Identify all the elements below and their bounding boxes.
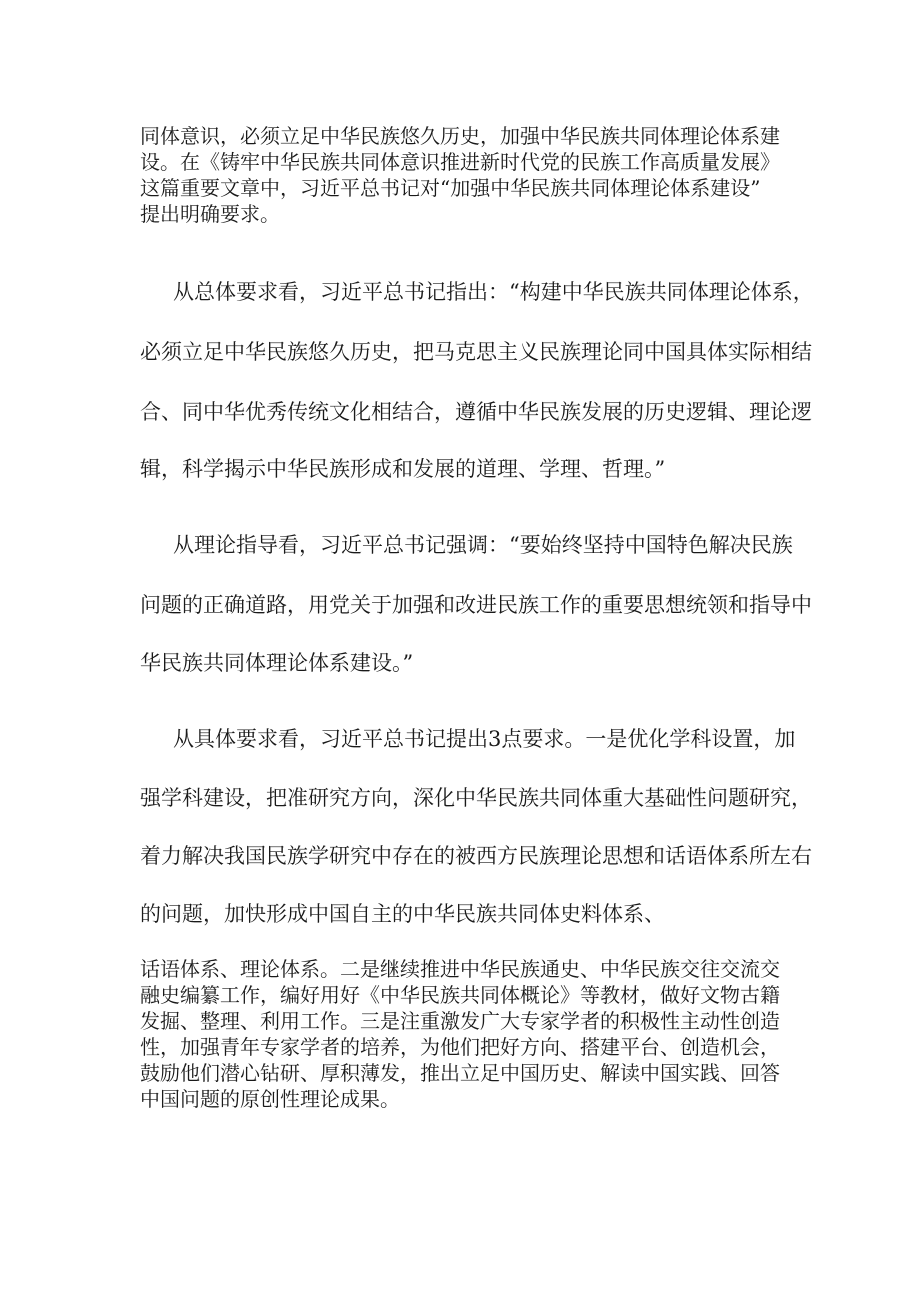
block1-line-4: 提出明确要求。 <box>140 202 280 226</box>
block1-line-1: 同体意识，必须立足中华民族悠久历史，加强中华民族共同体理论体系建 <box>140 124 780 148</box>
block2-line-3: 发掘、整理、利用工作。三是注重激发广大专家学者的积极性主动性创造 <box>140 1009 780 1033</box>
block2-line-5: 鼓励他们潜心钻研、厚积薄发，推出立足中国历史、解读中国实践、回答 <box>140 1061 780 1085</box>
block1-line-3: 这篇重要文章中，习近平总书记对“加强中华民族共同体理论体系建设” <box>140 176 761 200</box>
para1-line-1: 从总体要求看，习近平总书记指出：“构建中华民族共同体理论体系， <box>173 280 814 304</box>
para1-line-3: 合、同中华优秀传统文化相结合，遵循中华民族发展的历史逻辑、理论逻 <box>140 400 812 424</box>
para1-line-2: 必须立足中华民族悠久历史，把马克思主义民族理论同中国具体实际相结 <box>140 340 812 364</box>
block2-line-6: 中国问题的原创性理论成果。 <box>140 1087 400 1111</box>
block2-line-1: 话语体系、理论体系。二是继续推进中华民族通史、中华民族交往交流交 <box>140 957 780 981</box>
para2-line-1: 从理论指导看，习近平总书记强调：“要始终坚持中国特色解决民族 <box>173 533 793 557</box>
para1-line-4: 辑，科学揭示中华民族形成和发展的道理、学理、哲理。” <box>140 457 666 481</box>
para3-line-3: 着力解决我国民族学研究中存在的被西方民族理论思想和话语体系所左右 <box>140 844 812 868</box>
block2-line-4: 性，加强青年专家学者的培养，为他们把好方向、搭建平台、创造机会， <box>140 1035 780 1059</box>
para2-line-2: 问题的正确道路，用党关于加强和改进民族工作的重要思想统领和指导中 <box>140 593 812 617</box>
block2-line-2: 融史编纂工作，编好用好《中华民族共同体概论》等教材，做好文物古籍 <box>140 983 780 1007</box>
para3-line-2: 强学科建设，把准研究方向，深化中华民族共同体重大基础性问题研究， <box>140 786 812 810</box>
para2-line-3: 华民族共同体理论体系建设。” <box>140 651 414 675</box>
para3-line-4: 的问题，加快形成中国自主的中华民族共同体史料体系、 <box>140 902 665 926</box>
block1-line-2: 设。在《铸牢中华民族共同体意识推进新时代党的民族工作高质量发展》 <box>140 150 780 174</box>
para3-line-1: 从具体要求看，习近平总书记提出3点要求。一是优化学科设置，加 <box>173 727 796 751</box>
